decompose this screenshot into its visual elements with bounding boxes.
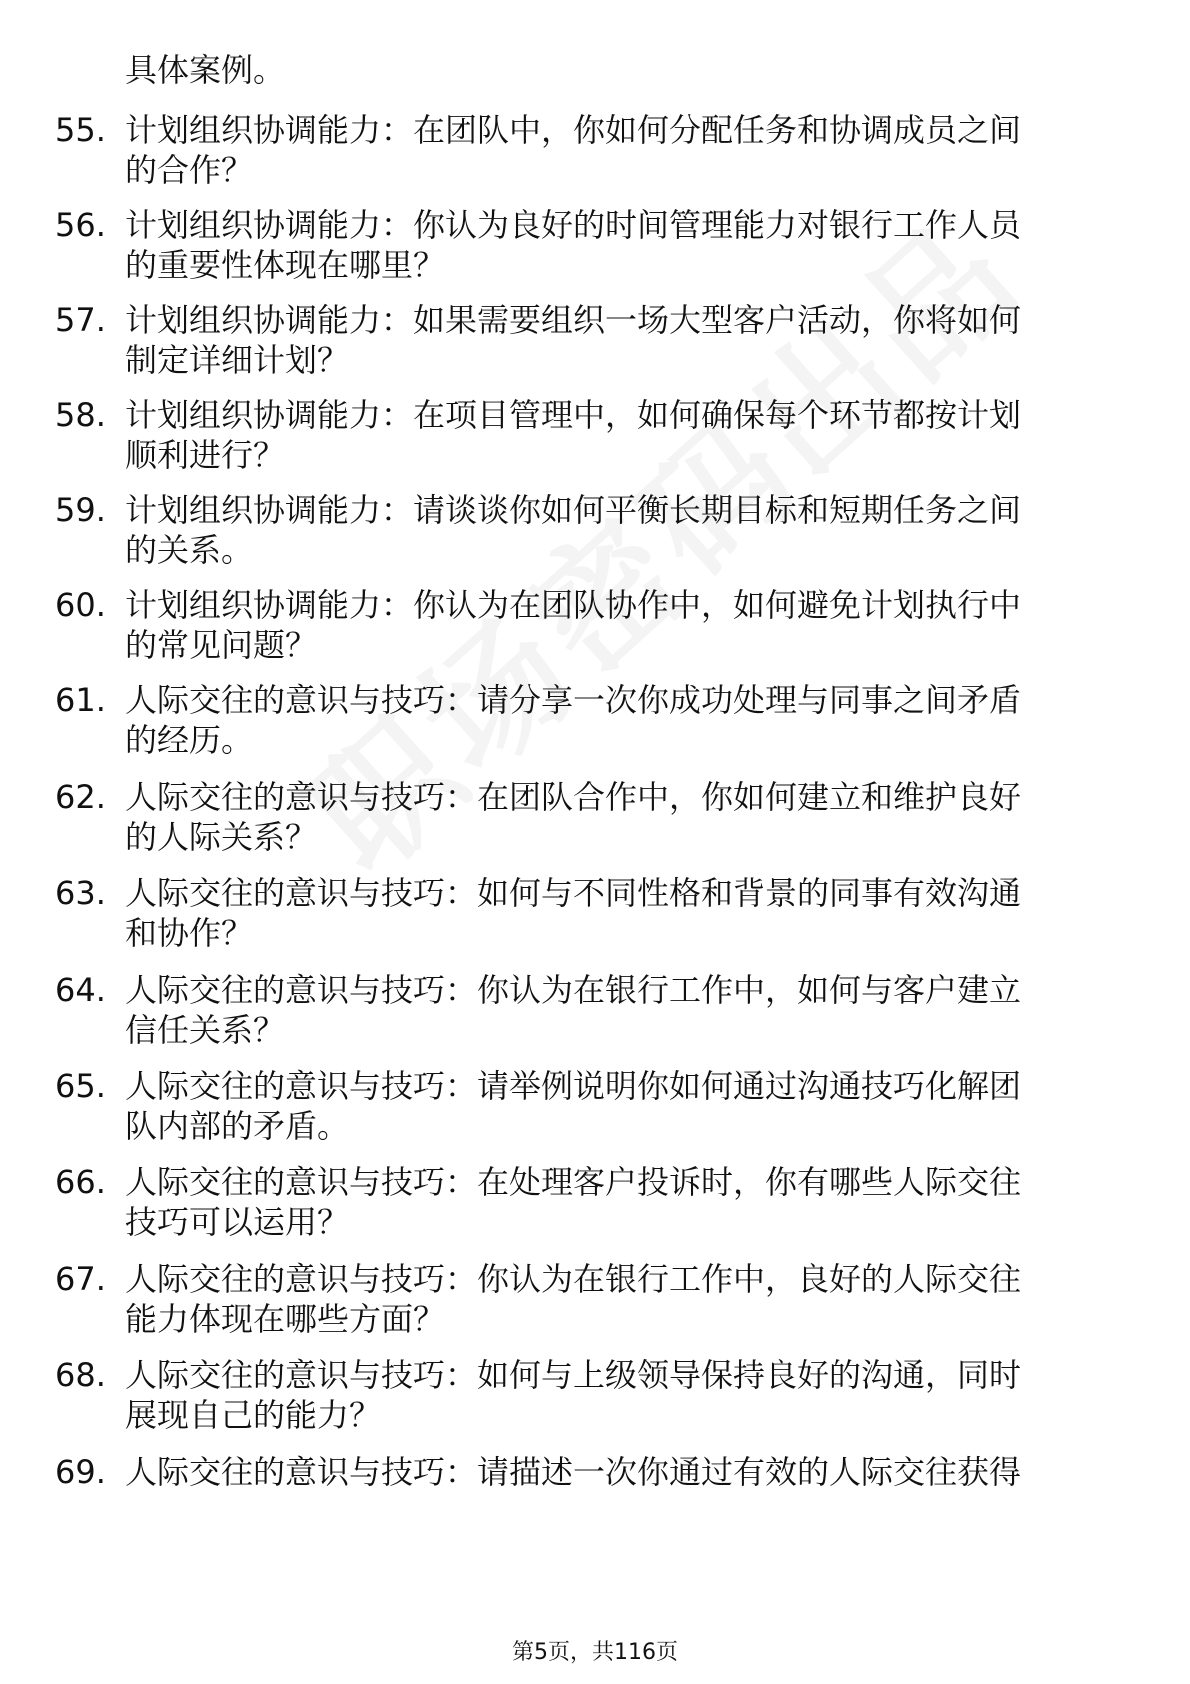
question-text-line1: 计划组织协调能力：请谈谈你如何平衡长期目标和短期任务之间: [125, 491, 1022, 529]
question-text-line1: 人际交往的意识与技巧：在处理客户投诉时，你有哪些人际交往: [125, 1163, 1022, 1201]
question-text-line2: 的关系。: [125, 531, 254, 569]
question-number: 68.: [55, 1356, 106, 1394]
question-text-line2: 能力体现在哪些方面？: [125, 1300, 446, 1338]
question-item: [0, 873, 1190, 957]
question-text-line1: 计划组织协调能力：你认为在团队协作中，如何避免计划执行中: [125, 586, 1022, 624]
question-text-line2: 信任关系？: [125, 1011, 286, 1049]
question-number: 65.: [55, 1067, 106, 1105]
question-number: 69.: [55, 1453, 106, 1491]
question-number: 63.: [55, 874, 106, 912]
question-number: 58.: [55, 396, 106, 434]
question-item: [0, 680, 1190, 764]
page-footer: 第5页，共116页: [512, 1640, 678, 1665]
question-text-line2: 的经历。: [125, 721, 254, 759]
question-number: 56.: [55, 206, 106, 244]
question-number: 62.: [55, 778, 106, 816]
continuation-text: 具体案例。: [125, 51, 286, 89]
question-text-line1: 人际交往的意识与技巧：请分享一次你成功处理与同事之间矛盾: [125, 681, 1022, 719]
question-text-line2: 的人际关系？: [125, 818, 318, 856]
question-text-line2: 制定详细计划？: [125, 341, 350, 379]
question-number: 64.: [55, 971, 106, 1009]
question-text-line1: 人际交往的意识与技巧：如何与上级领导保持良好的沟通，同时: [125, 1356, 1022, 1394]
question-text-line2: 队内部的矛盾。: [125, 1107, 350, 1145]
question-text-line2: 展现自己的能力？: [125, 1396, 382, 1434]
question-number: 59.: [55, 491, 106, 529]
question-text-line1: 计划组织协调能力：在项目管理中，如何确保每个环节都按计划: [125, 396, 1022, 434]
question-text-line2: 顺利进行？: [125, 436, 286, 474]
question-item: [0, 1452, 1190, 1536]
question-number: 61.: [55, 681, 106, 719]
question-item: [0, 777, 1190, 861]
question-item: [0, 205, 1190, 289]
question-item: [0, 1355, 1190, 1439]
question-text-line1: 计划组织协调能力：你认为良好的时间管理能力对银行工作人员: [125, 206, 1022, 244]
question-text-line1: 计划组织协调能力：在团队中，你如何分配任务和协调成员之间: [125, 111, 1022, 149]
question-item: [0, 1259, 1190, 1343]
question-number: 60.: [55, 586, 106, 624]
question-text-line1: 人际交往的意识与技巧：你认为在银行工作中，良好的人际交往: [125, 1260, 1022, 1298]
question-item: [0, 110, 1190, 194]
question-text-line2: 的重要性体现在哪里？: [125, 246, 446, 284]
question-text-line1: 人际交往的意识与技巧：你认为在银行工作中，如何与客户建立: [125, 971, 1022, 1009]
question-item: [0, 970, 1190, 1054]
question-item: [0, 395, 1190, 479]
question-text-line1: 人际交往的意识与技巧：在团队合作中，你如何建立和维护良好: [125, 778, 1022, 816]
question-item: [0, 585, 1190, 669]
question-text-line2: 技巧可以运用？: [125, 1203, 350, 1241]
question-number: 67.: [55, 1260, 106, 1298]
question-text-line1: 人际交往的意识与技巧：请描述一次你通过有效的人际交往获得: [125, 1453, 1022, 1491]
question-text-line1: 人际交往的意识与技巧：如何与不同性格和背景的同事有效沟通: [125, 874, 1022, 912]
question-text-line2: 的合作？: [125, 151, 254, 189]
question-text-line2: 的常见问题？: [125, 626, 318, 664]
question-text-line1: 人际交往的意识与技巧：请举例说明你如何通过沟通技巧化解团: [125, 1067, 1022, 1105]
question-item: [0, 1066, 1190, 1150]
question-text-line1: 计划组织协调能力：如果需要组织一场大型客户活动，你将如何: [125, 301, 1022, 339]
question-number: 66.: [55, 1163, 106, 1201]
question-number: 55.: [55, 111, 106, 149]
question-item: [0, 490, 1190, 574]
question-text-line2: 和协作？: [125, 914, 254, 952]
question-item: [0, 1162, 1190, 1246]
question-number: 57.: [55, 301, 106, 339]
question-item: [0, 300, 1190, 384]
